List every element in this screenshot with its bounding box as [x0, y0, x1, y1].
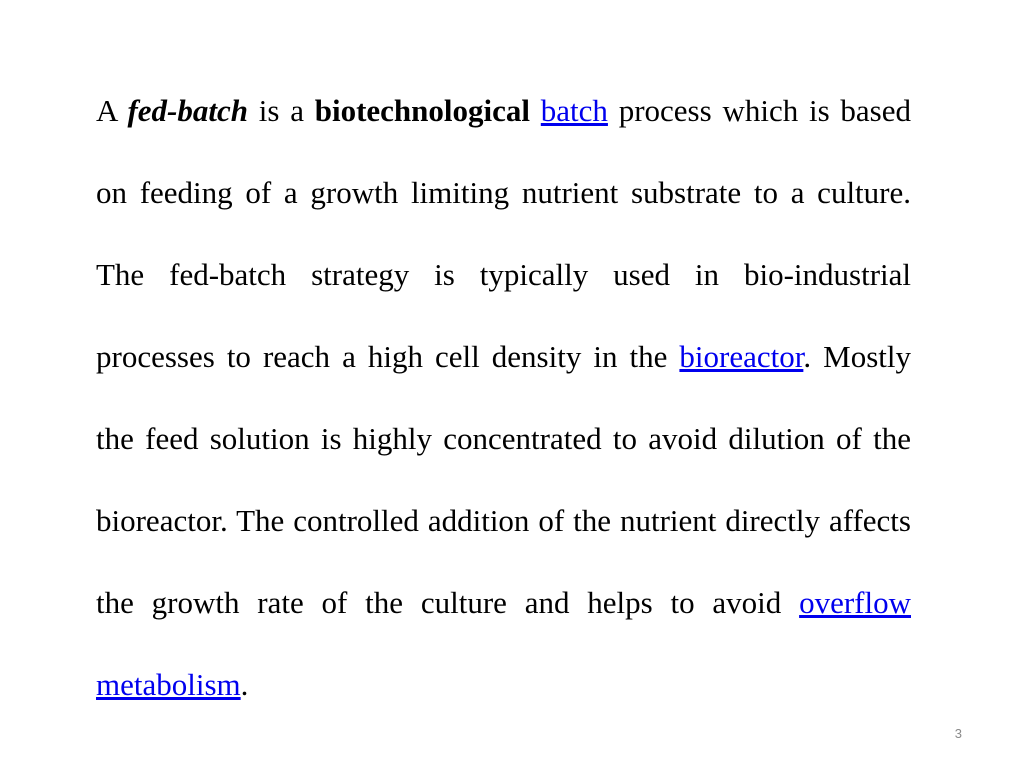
batch-link[interactable]: batch	[540, 93, 608, 128]
overflow-metabolism-link[interactable]: overflow metabolism	[96, 585, 911, 702]
text-segment: . Mostly the feed solution is highly concentrated to avoid dilution of the bioreactor. The controlled addition of the nutrient directly affects the growth rate of the culture and helps to avoid	[96, 339, 911, 620]
text-segment: is a	[247, 93, 315, 128]
text-segment: .	[240, 667, 249, 702]
text-segment	[530, 93, 541, 128]
term-fed-batch: fed-batch	[127, 93, 248, 128]
text-segment: process which is based on feeding of a growth limiting nutrient substrate to a culture. The fed-batch strategy is typically used in bio-industrial processes to reach a high cell density in the	[96, 93, 912, 374]
slide-number: 3	[954, 726, 962, 741]
term-biotechnological: biotechnological	[314, 93, 531, 128]
bioreactor-link[interactable]: bioreactor	[679, 339, 804, 374]
text-segment: A	[96, 93, 128, 128]
definition-paragraph	[96, 70, 911, 726]
